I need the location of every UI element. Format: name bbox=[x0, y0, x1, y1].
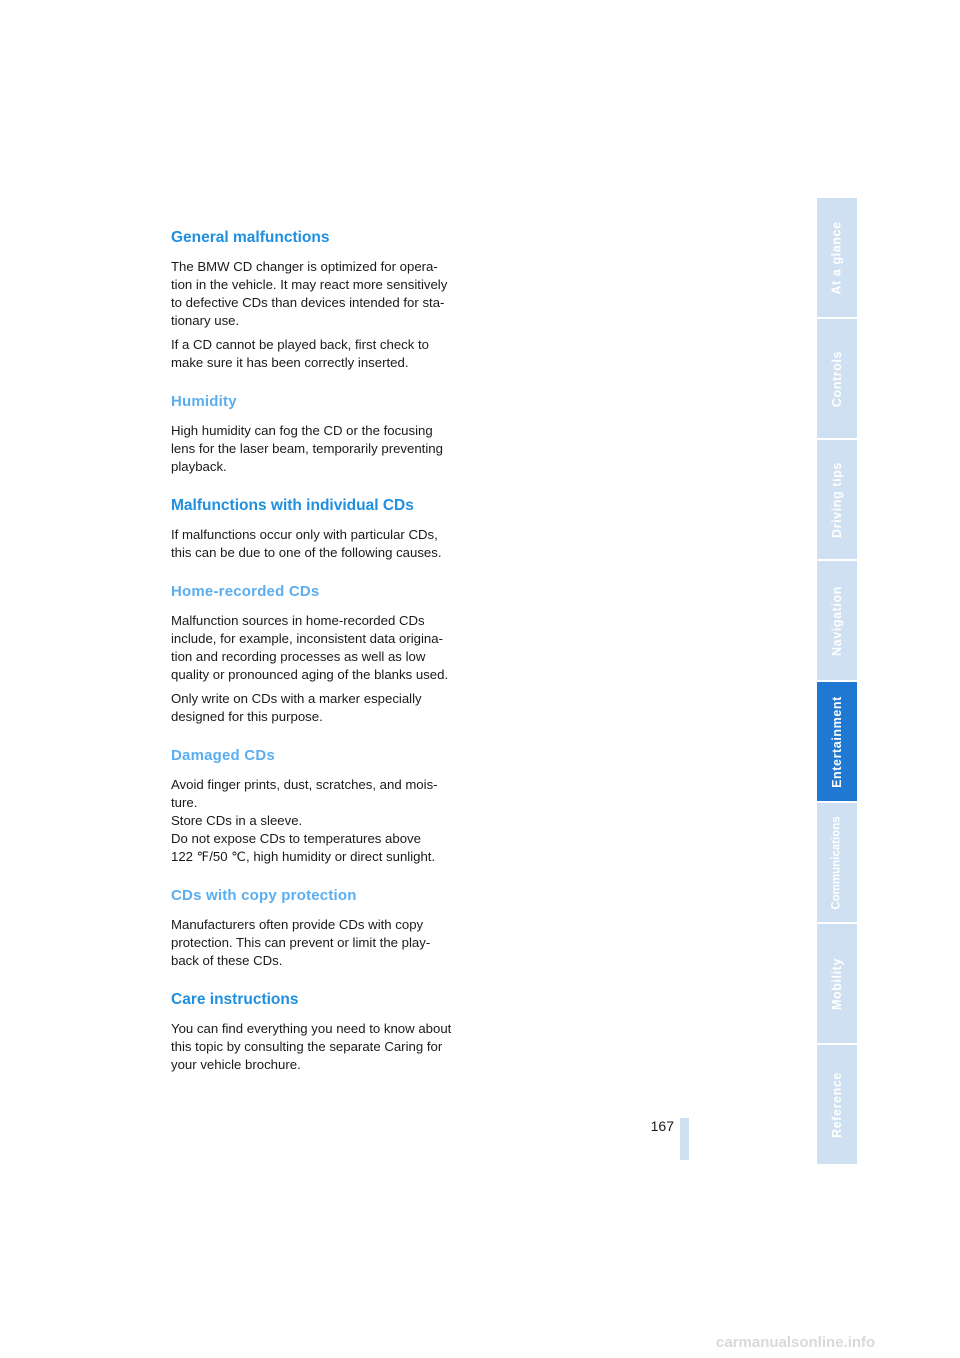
page-number: 167 bbox=[650, 1118, 674, 1134]
paragraph: Malfunction sources in home-recorded CDs include, for example, inconsistent data origina- tion and recording processes as well as low quality or pronounced aging of the blanks used. bbox=[171, 613, 449, 682]
tab-mobility[interactable] bbox=[817, 924, 857, 1043]
section-heading: Humidity bbox=[171, 393, 237, 410]
tab-label: Navigation bbox=[830, 585, 844, 656]
tab-navigation[interactable] bbox=[817, 561, 857, 680]
paragraph: Avoid finger prints, dust, scratches, and mois- ture. Store CDs in a sleeve. Do not expose CDs to temperatures above 122 ℉/50 ℃, high humidity or direct sunlight. bbox=[171, 777, 438, 864]
paragraph: You can find everything you need to know about this topic by consulting the separate Caring for your vehicle brochure. bbox=[171, 1021, 452, 1072]
paragraph: If malfunctions occur only with particular CDs, this can be due to one of the following causes. bbox=[171, 527, 442, 560]
section-heading: Home-recorded CDs bbox=[171, 583, 320, 600]
tab-label: At a glance bbox=[830, 220, 845, 295]
section-heading: CDs with copy protection bbox=[171, 887, 357, 904]
page-marker-bar bbox=[680, 1118, 689, 1160]
tab-entertainment[interactable] bbox=[817, 682, 857, 801]
page-content bbox=[171, 228, 471, 1080]
watermark: carmanualsonline.info bbox=[716, 1334, 876, 1351]
tab-communications[interactable] bbox=[817, 803, 857, 922]
section-heading: Malfunctions with individual CDs bbox=[171, 497, 414, 514]
tab-at-a-glance[interactable] bbox=[817, 198, 857, 317]
chapter-nav bbox=[817, 198, 857, 1166]
section-heading: General malfunctions bbox=[171, 229, 330, 246]
tab-label: Reference bbox=[830, 1071, 845, 1138]
paragraph: Manufacturers often provide CDs with copy protection. This can prevent or limit the play- back of these CDs. bbox=[171, 917, 431, 968]
tab-reference[interactable] bbox=[817, 1045, 857, 1164]
tab-label: Communications bbox=[831, 815, 844, 910]
paragraph: The BMW CD changer is optimized for opera- tion in the vehicle. It may react more sensitively to defective CDs than devices intended for sta- tionary use. bbox=[171, 259, 448, 328]
section-heading: Care instructions bbox=[171, 991, 299, 1008]
paragraph: Only write on CDs with a marker especially designed for this purpose. bbox=[171, 691, 422, 724]
paragraph: High humidity can fog the CD or the focusing lens for the laser beam, temporarily preventing playback. bbox=[171, 423, 443, 474]
tab-label: Driving tips bbox=[830, 461, 844, 538]
section-heading: Damaged CDs bbox=[171, 747, 275, 764]
tab-label: Entertainment bbox=[830, 695, 844, 788]
paragraph: If a CD cannot be played back, first check to make sure it has been correctly inserted. bbox=[171, 337, 430, 370]
tab-driving-tips[interactable] bbox=[817, 440, 857, 559]
tab-controls[interactable] bbox=[817, 319, 857, 438]
tab-label: Mobility bbox=[830, 957, 844, 1010]
tab-label: Controls bbox=[830, 350, 844, 407]
